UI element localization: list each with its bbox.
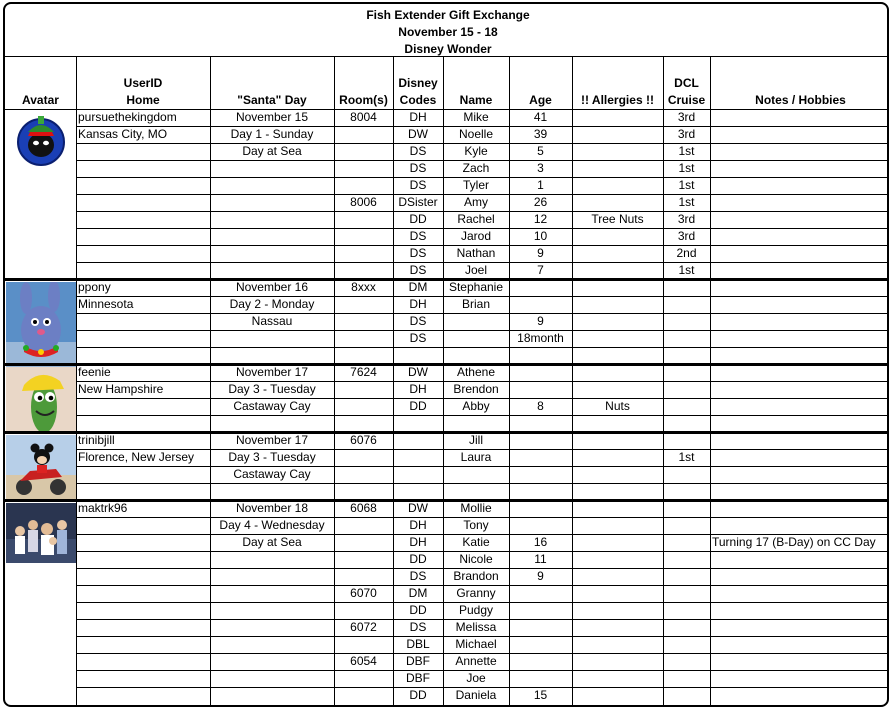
santa-day-line-1: November 18	[235, 501, 309, 515]
disney-code-cell: DSister	[398, 195, 438, 209]
cruise-cell: 1st	[678, 195, 695, 209]
santa-day-line-3: Day at Sea	[242, 144, 302, 158]
column-line	[572, 56, 573, 707]
disney-code-cell: DS	[409, 161, 427, 175]
disney-code-cell: DW	[408, 501, 428, 515]
santa-day-line-3: Castaway Cay	[233, 399, 311, 413]
age-cell: 11	[534, 552, 547, 566]
age-cell: 26	[533, 195, 548, 209]
name-cell: Stephanie	[448, 280, 504, 294]
name-cell: Kyle	[464, 144, 488, 158]
name-cell: Tony	[463, 518, 489, 532]
disney-code-cell: DH	[409, 518, 427, 532]
name-cell: Brandon	[453, 569, 499, 583]
santa-day-line-1: November 17	[235, 433, 309, 447]
disney-code-cell: DM	[408, 586, 428, 600]
santa-day-line-2: Day 4 - Wednesday	[219, 518, 325, 532]
notes-cell: Turning 17 (B-Day) on CC Day	[712, 535, 876, 549]
header-userid-line-1: UserID	[123, 76, 163, 90]
name-cell: Mike	[463, 110, 489, 124]
disney-code-cell: DS	[409, 263, 427, 277]
column-line	[663, 56, 664, 707]
disney-code-cell: DH	[409, 110, 427, 124]
cruise-cell: 2nd	[676, 246, 697, 260]
name-cell: Brendon	[453, 382, 499, 396]
name-cell: Zach	[462, 161, 490, 175]
name-cell: Laura	[460, 450, 492, 464]
age-cell: 3	[537, 161, 544, 175]
santa-day-line-2: Day 3 - Tuesday	[228, 382, 316, 396]
cruise-cell: 3rd	[677, 127, 696, 141]
disney-code-cell: DW	[408, 127, 428, 141]
cruise-cell: 1st	[678, 144, 695, 158]
name-cell: Granny	[456, 586, 496, 600]
cruise-cell: 1st	[678, 263, 695, 277]
room-cell: 6070	[350, 586, 377, 600]
cruise-cell: 3rd	[677, 212, 696, 226]
age-cell: 9	[537, 314, 544, 328]
cruise-cell: 1st	[678, 161, 695, 175]
age-cell: 5	[537, 144, 544, 158]
santa-day-line-2: Day 1 - Sunday	[230, 127, 314, 141]
age-cell: 7	[537, 263, 544, 277]
name-cell: Melissa	[455, 620, 497, 634]
name-cell: Rachel	[457, 212, 495, 226]
row-line	[76, 347, 889, 348]
disney-code-cell: DS	[409, 178, 427, 192]
title-line-2: November 15 - 18	[398, 25, 498, 39]
disney-code-cell: DW	[408, 365, 428, 379]
santa-day-line-3: Castaway Cay	[233, 467, 311, 481]
age-cell: 39	[533, 127, 548, 141]
name-cell: Annette	[455, 654, 497, 668]
name-cell: Noelle	[458, 127, 494, 141]
disney-code-cell: DH	[409, 297, 427, 311]
room-cell: 6054	[350, 654, 377, 668]
name-cell: Pudgy	[458, 603, 494, 617]
cruise-cell: 3rd	[677, 229, 696, 243]
room-cell: 6072	[350, 620, 377, 634]
name-cell: Michael	[455, 637, 497, 651]
name-cell: Abby	[462, 399, 490, 413]
cruise-cell: 1st	[678, 450, 695, 464]
title-line-3: Disney Wonder	[404, 42, 492, 56]
disney-code-cell: DD	[409, 603, 427, 617]
name-cell: Nicole	[459, 552, 493, 566]
disney-code-cell: DD	[409, 688, 427, 702]
age-cell: 12	[533, 212, 548, 226]
row-line	[76, 330, 889, 331]
header-allergies: !! Allergies !!	[581, 93, 654, 107]
marvin-martian-icon	[8, 112, 74, 168]
home-cell: Florence, New Jersey	[78, 450, 195, 464]
name-cell: Joe	[466, 671, 486, 685]
name-cell: Jill	[469, 433, 483, 447]
age-cell: 8	[537, 399, 544, 413]
name-cell: Daniela	[455, 688, 497, 702]
header-avatar: Avatar	[22, 93, 59, 107]
header-santa-day: "Santa" Day	[237, 93, 307, 107]
age-cell: 15	[533, 688, 548, 702]
gift-exchange-sheet	[3, 2, 889, 707]
disney-code-cell: DD	[409, 552, 427, 566]
header-disney-codes-line-2: Codes	[399, 93, 437, 107]
age-cell: 9	[537, 569, 544, 583]
santa-day-line-2: Day 3 - Tuesday	[228, 450, 316, 464]
cruise-cell: 1st	[678, 178, 695, 192]
header-notes: Notes / Hobbies	[755, 93, 846, 107]
bunny-puppet-icon	[6, 282, 76, 368]
header-age: Age	[529, 93, 552, 107]
home-cell: Kansas City, MO	[78, 127, 168, 141]
column-line	[443, 56, 444, 707]
santa-day-line-3: Day at Sea	[242, 535, 302, 549]
title-line-1: Fish Extender Gift Exchange	[366, 8, 530, 22]
column-line	[710, 56, 711, 707]
room-cell: 8006	[350, 195, 377, 209]
userid-cell: ppony	[78, 280, 111, 294]
userid-cell: trinibjill	[78, 433, 115, 447]
name-cell: Joel	[464, 263, 487, 277]
header-dcl-cruise-line-2: Cruise	[667, 93, 706, 107]
column-line	[509, 56, 510, 707]
santa-day-line-3: Nassau	[251, 314, 293, 328]
header-name: Name	[459, 93, 493, 107]
santa-day-line-2: Day 2 - Monday	[229, 297, 315, 311]
santa-day-line-1: November 17	[235, 365, 309, 379]
name-cell: Mollie	[460, 501, 492, 515]
disney-code-cell: DS	[409, 246, 427, 260]
room-cell: 8xxx	[351, 280, 376, 294]
family-photo-icon	[6, 503, 76, 563]
disney-code-cell: DS	[409, 314, 427, 328]
disney-code-cell: DS	[409, 144, 427, 158]
disney-code-cell: DBF	[406, 654, 430, 668]
header-userid-line-2: Home	[126, 93, 160, 107]
age-cell: 41	[533, 110, 548, 124]
name-cell: Athene	[456, 365, 496, 379]
row-line	[76, 313, 889, 314]
row-line	[76, 483, 889, 484]
name-cell: Katie	[462, 535, 490, 549]
column-line	[76, 56, 77, 707]
cruise-cell: 3rd	[677, 110, 696, 124]
userid-cell: feenie	[78, 365, 111, 379]
disney-code-cell: DBL	[406, 637, 430, 651]
header-dcl-cruise-line-1: DCL	[674, 76, 699, 90]
pickle-character-icon	[6, 367, 76, 433]
age-cell: 9	[537, 246, 544, 260]
santa-day-line-1: November 15	[235, 110, 309, 124]
disney-code-cell: DBF	[406, 671, 430, 685]
home-cell: Minnesota	[78, 297, 134, 311]
name-cell: Brian	[461, 297, 490, 311]
header-rooms: Room(s)	[339, 93, 388, 107]
disney-code-cell: DS	[409, 620, 427, 634]
santa-day-line-1: November 16	[235, 280, 309, 294]
age-cell: 10	[533, 229, 548, 243]
mickey-motorcycle-icon	[6, 435, 76, 501]
disney-code-cell: DD	[409, 399, 427, 413]
row-line	[76, 415, 889, 416]
room-cell: 7624	[350, 365, 377, 379]
name-cell: Amy	[464, 195, 488, 209]
room-cell: 8004	[350, 110, 377, 124]
room-cell: 6076	[350, 433, 377, 447]
name-cell: Jarod	[460, 229, 492, 243]
disney-code-cell: DH	[409, 382, 427, 396]
disney-code-cell: DS	[409, 229, 427, 243]
disney-code-cell: DH	[409, 535, 427, 549]
row-line	[76, 466, 889, 467]
column-line	[393, 56, 394, 707]
allergy-cell: Tree Nuts	[591, 212, 644, 226]
age-cell: 16	[533, 535, 548, 549]
disney-code-cell: DM	[408, 280, 428, 294]
name-cell: Tyler	[462, 178, 489, 192]
age-cell: 1	[537, 178, 544, 192]
column-line	[334, 56, 335, 707]
disney-code-cell: DD	[409, 212, 427, 226]
header-disney-codes-line-1: Disney	[398, 76, 438, 90]
name-cell: Nathan	[456, 246, 496, 260]
userid-cell: pursuethekingdom	[78, 110, 177, 124]
column-line	[210, 56, 211, 707]
disney-code-cell: DS	[409, 569, 427, 583]
home-cell: New Hampshire	[78, 382, 164, 396]
userid-cell: maktrk96	[78, 501, 128, 515]
age-cell: 18month	[517, 331, 564, 345]
disney-code-cell: DS	[409, 331, 427, 345]
header-top-line	[5, 56, 889, 57]
allergy-cell: Nuts	[605, 399, 630, 413]
room-cell: 6068	[350, 501, 377, 515]
